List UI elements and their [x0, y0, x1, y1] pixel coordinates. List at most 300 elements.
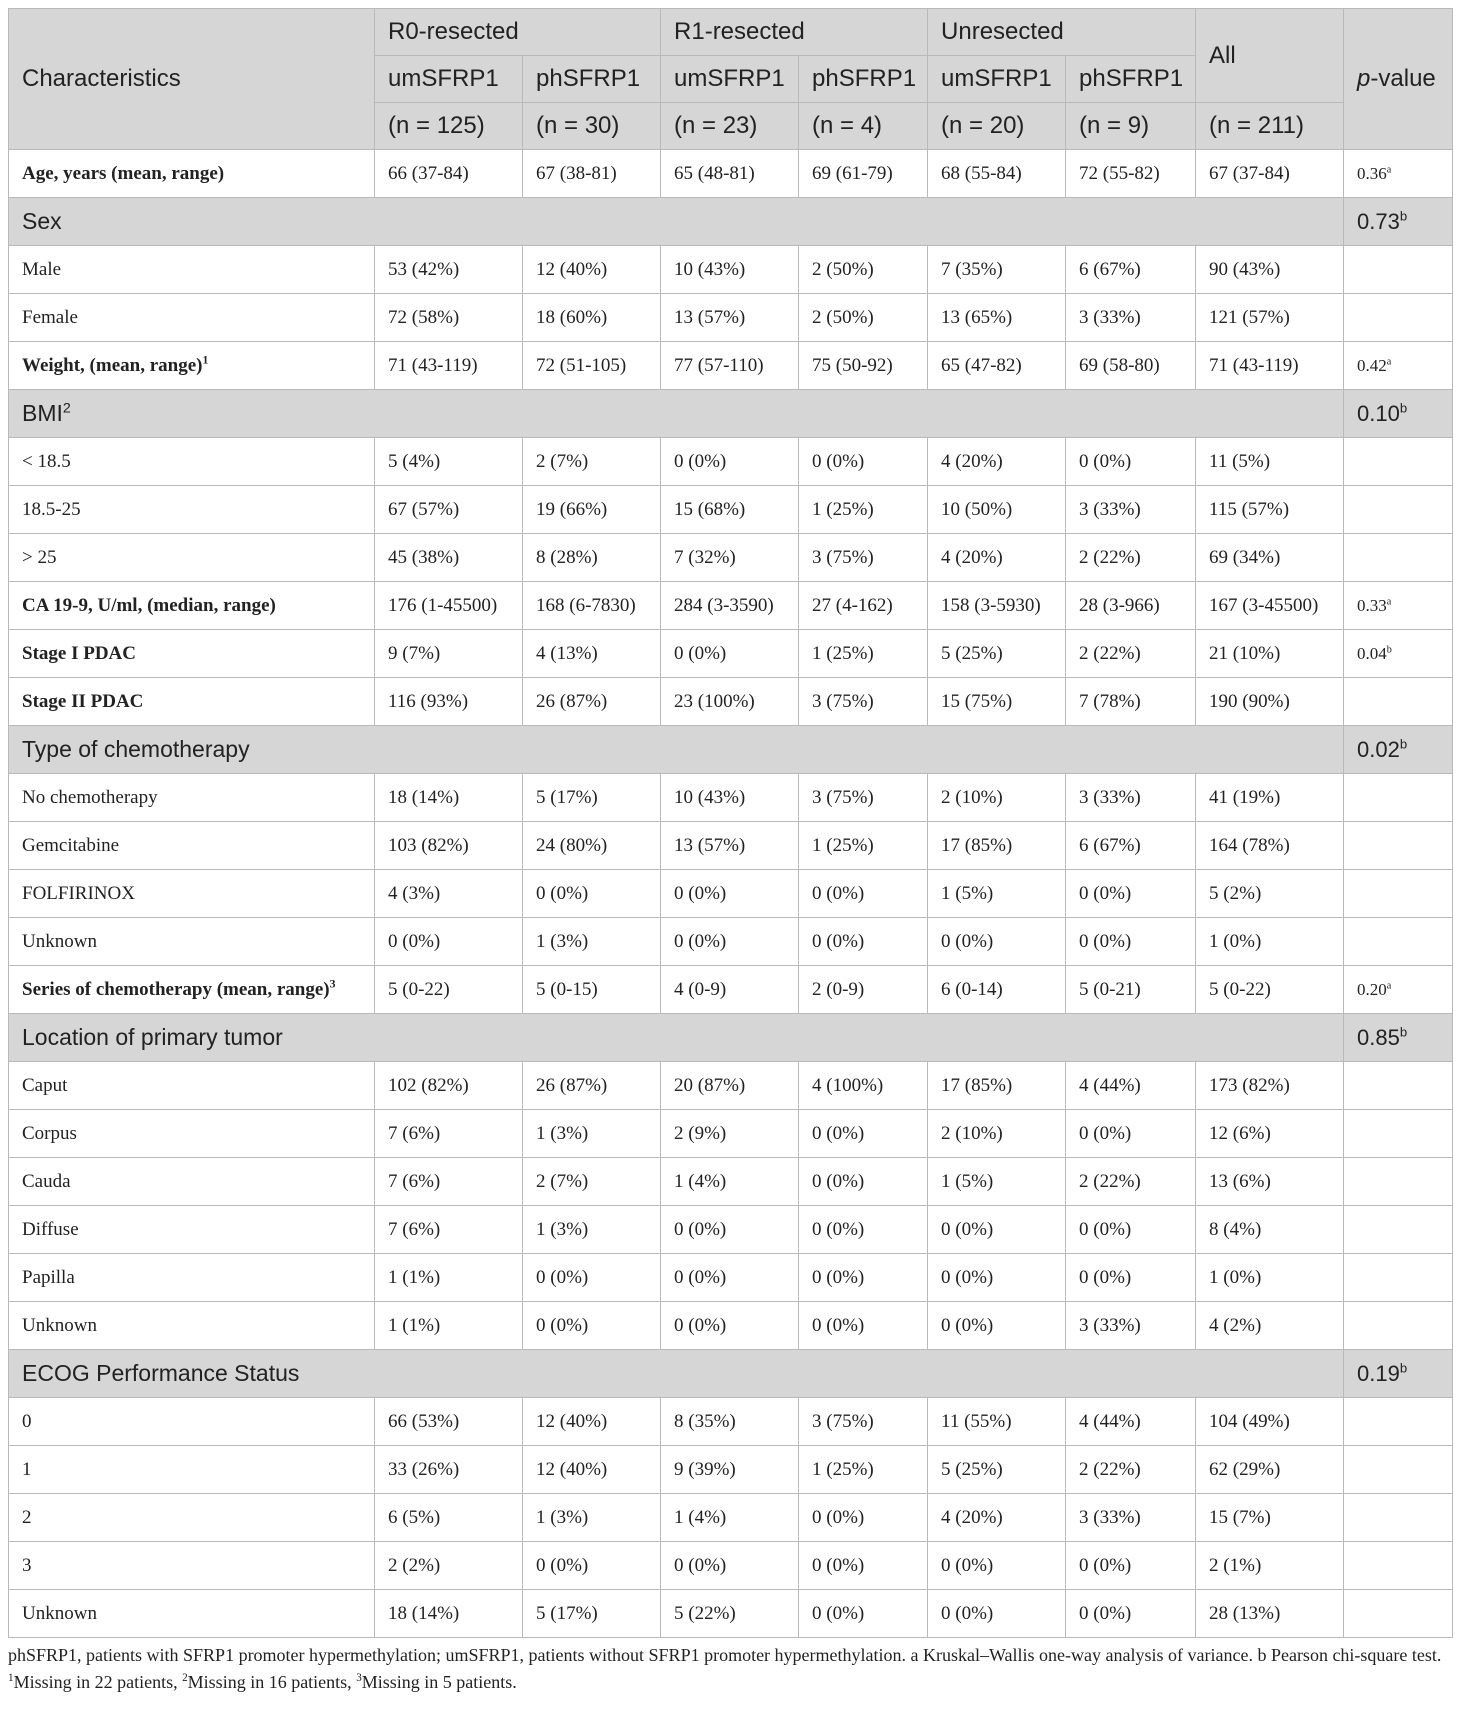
- table-header: [9, 9, 1453, 150]
- value-cell: 1 (0%): [1196, 918, 1344, 966]
- header-n: (n = 23): [661, 103, 799, 150]
- row-label-text: No chemotherapy: [22, 786, 158, 808]
- table-row: [9, 1302, 1453, 1350]
- value-cell: 0 (0%): [1066, 1590, 1196, 1638]
- value-cell: 3 (33%): [1066, 486, 1196, 534]
- value-cell: 53 (42%): [375, 246, 523, 294]
- value-cell: 17 (85%): [928, 1062, 1066, 1110]
- header-n: (n = 125): [375, 103, 523, 150]
- value-cell: 6 (67%): [1066, 246, 1196, 294]
- table-row: [9, 918, 1453, 966]
- value-cell: 0 (0%): [1066, 1542, 1196, 1590]
- label-footnote-marker: 3: [329, 977, 336, 991]
- value-cell: 15 (75%): [928, 678, 1066, 726]
- value-cell: 11 (5%): [1196, 438, 1344, 486]
- table-row: [9, 630, 1453, 678]
- value-cell: 11 (55%): [928, 1398, 1066, 1446]
- p-value-test-marker: b: [1399, 736, 1408, 752]
- row-label: [9, 1158, 375, 1206]
- value-cell: 190 (90%): [1196, 678, 1344, 726]
- header-n: (n = 4): [799, 103, 928, 150]
- value-cell: 2 (50%): [799, 246, 928, 294]
- footnote-sup: 2: [182, 1672, 188, 1684]
- value-cell: 0 (0%): [799, 870, 928, 918]
- p-value-cell: [1344, 294, 1453, 342]
- p-value-cell: [1344, 1542, 1453, 1590]
- p-value-cell: [1344, 390, 1453, 438]
- row-label-text: Unknown: [22, 1602, 97, 1624]
- row-label-text: FOLFIRINOX: [22, 882, 135, 904]
- value-cell: 9 (39%): [661, 1446, 799, 1494]
- value-cell: 3 (75%): [799, 678, 928, 726]
- value-cell: 2 (22%): [1066, 534, 1196, 582]
- value-cell: 21 (10%): [1196, 630, 1344, 678]
- table-row: [9, 1254, 1453, 1302]
- p-value-test-marker: b: [1399, 1360, 1408, 1376]
- value-cell: 10 (43%): [661, 774, 799, 822]
- value-cell: 4 (3%): [375, 870, 523, 918]
- value-cell: 1 (25%): [799, 1446, 928, 1494]
- value-cell: 5 (0-21): [1066, 966, 1196, 1014]
- p-value-cell: [1344, 822, 1453, 870]
- header-subgroup: phSFRP1: [523, 56, 661, 103]
- value-cell: 0 (0%): [1066, 1110, 1196, 1158]
- p-value-cell: [1344, 726, 1453, 774]
- value-cell: 6 (0-14): [928, 966, 1066, 1014]
- value-cell: 0 (0%): [1066, 438, 1196, 486]
- value-cell: 1 (3%): [523, 1110, 661, 1158]
- value-cell: 2 (22%): [1066, 1158, 1196, 1206]
- table-row: [9, 1062, 1453, 1110]
- footnote-text: phSFRP1, patients with SFRP1 promoter hypermethylation; umSFRP1, patients without SFRP1 promoter hypermethylation. a Kruskal–Wallis one-way analysis of variance. b Pearson chi-square test.: [8, 1645, 1442, 1665]
- value-cell: 5 (25%): [928, 630, 1066, 678]
- value-cell: 18 (60%): [523, 294, 661, 342]
- label-footnote-marker: 1: [202, 353, 209, 367]
- p-value-cell: [1344, 1446, 1453, 1494]
- value-cell: 1 (3%): [523, 1206, 661, 1254]
- value-cell: 0 (0%): [1066, 918, 1196, 966]
- row-label: [9, 870, 375, 918]
- row-label-text: 3: [22, 1554, 32, 1576]
- value-cell: 4 (44%): [1066, 1062, 1196, 1110]
- table-row: [9, 486, 1453, 534]
- row-label: [9, 1206, 375, 1254]
- table-row: [9, 1446, 1453, 1494]
- value-cell: 41 (19%): [1196, 774, 1344, 822]
- row-label-text: 0: [22, 1410, 32, 1432]
- p-value-test-marker: b: [1399, 400, 1408, 416]
- value-cell: 1 (25%): [799, 630, 928, 678]
- value-cell: 1 (3%): [523, 1494, 661, 1542]
- value-cell: 72 (55-82): [1066, 150, 1196, 198]
- row-label-text: Unknown: [22, 930, 97, 952]
- value-cell: 1 (25%): [799, 486, 928, 534]
- value-cell: 66 (37-84): [375, 150, 523, 198]
- p-value-cell: [1344, 1014, 1453, 1062]
- row-label: [9, 342, 375, 390]
- value-cell: 69 (34%): [1196, 534, 1344, 582]
- p-value: 0.20: [1357, 979, 1387, 999]
- p-value-cell: [1344, 678, 1453, 726]
- value-cell: 28 (3-966): [1066, 582, 1196, 630]
- row-label: [9, 438, 375, 486]
- value-cell: 3 (33%): [1066, 1302, 1196, 1350]
- p-value-cell: [1344, 1398, 1453, 1446]
- value-cell: 4 (44%): [1066, 1398, 1196, 1446]
- value-cell: 0 (0%): [799, 918, 928, 966]
- table-footnote: [8, 1642, 1452, 1696]
- p-value-cell: [1344, 870, 1453, 918]
- p-value-test-marker: b: [1399, 208, 1408, 224]
- p-value-test-marker: a: [1386, 595, 1392, 607]
- label-footnote-marker: 2: [62, 400, 71, 417]
- p-value-cell: [1344, 438, 1453, 486]
- row-label-text: Stage II PDAC: [22, 690, 144, 712]
- value-cell: 0 (0%): [799, 1110, 928, 1158]
- row-label: [9, 534, 375, 582]
- value-cell: 69 (61-79): [799, 150, 928, 198]
- value-cell: 0 (0%): [661, 870, 799, 918]
- row-label-text: Female: [22, 306, 78, 328]
- value-cell: 0 (0%): [661, 1206, 799, 1254]
- p-value-cell: [1344, 1110, 1453, 1158]
- value-cell: 173 (82%): [1196, 1062, 1344, 1110]
- value-cell: 1 (1%): [375, 1254, 523, 1302]
- value-cell: 75 (50-92): [799, 342, 928, 390]
- value-cell: 6 (67%): [1066, 822, 1196, 870]
- header-subgroup: phSFRP1: [1066, 56, 1196, 103]
- value-cell: 26 (87%): [523, 1062, 661, 1110]
- p-value: 0.36: [1357, 163, 1387, 183]
- section-label: [9, 390, 1344, 438]
- table-row: [9, 1542, 1453, 1590]
- section-label-text: Sex: [22, 208, 62, 234]
- value-cell: 72 (58%): [375, 294, 523, 342]
- value-cell: 4 (20%): [928, 438, 1066, 486]
- value-cell: 115 (57%): [1196, 486, 1344, 534]
- row-label: [9, 822, 375, 870]
- value-cell: 67 (38-81): [523, 150, 661, 198]
- p-value-cell: [1344, 1494, 1453, 1542]
- value-cell: 0 (0%): [661, 1302, 799, 1350]
- value-cell: 0 (0%): [523, 1254, 661, 1302]
- p-value-cell: [1344, 1206, 1453, 1254]
- value-cell: 0 (0%): [523, 870, 661, 918]
- value-cell: 2 (9%): [661, 1110, 799, 1158]
- row-label: [9, 678, 375, 726]
- p-value-cell: [1344, 1158, 1453, 1206]
- p-value: 0.73: [1357, 208, 1400, 234]
- value-cell: 26 (87%): [523, 678, 661, 726]
- header-n: (n = 20): [928, 103, 1066, 150]
- row-label: [9, 294, 375, 342]
- value-cell: 2 (1%): [1196, 1542, 1344, 1590]
- header-subgroup: umSFRP1: [661, 56, 799, 103]
- value-cell: 116 (93%): [375, 678, 523, 726]
- p-value-cell: [1344, 918, 1453, 966]
- value-cell: 1 (1%): [375, 1302, 523, 1350]
- value-cell: 1 (4%): [661, 1494, 799, 1542]
- table-row: [9, 294, 1453, 342]
- value-cell: 2 (50%): [799, 294, 928, 342]
- value-cell: 7 (6%): [375, 1158, 523, 1206]
- value-cell: 5 (4%): [375, 438, 523, 486]
- header-pvalue: [1344, 9, 1453, 150]
- header-subgroup: umSFRP1: [375, 56, 523, 103]
- value-cell: 121 (57%): [1196, 294, 1344, 342]
- footnote-missing-text: Missing in 5 patients.: [361, 1672, 517, 1692]
- section-row: [9, 726, 1453, 774]
- header-pvalue-p: p: [1357, 65, 1371, 92]
- value-cell: 5 (17%): [523, 1590, 661, 1638]
- value-cell: 0 (0%): [928, 918, 1066, 966]
- value-cell: 10 (50%): [928, 486, 1066, 534]
- value-cell: 67 (57%): [375, 486, 523, 534]
- value-cell: 23 (100%): [661, 678, 799, 726]
- table-row: [9, 150, 1453, 198]
- value-cell: 15 (7%): [1196, 1494, 1344, 1542]
- value-cell: 8 (4%): [1196, 1206, 1344, 1254]
- value-cell: 1 (5%): [928, 870, 1066, 918]
- table-row: [9, 1158, 1453, 1206]
- p-value-test-marker: a: [1386, 163, 1392, 175]
- value-cell: 2 (0-9): [799, 966, 928, 1014]
- row-label-text: CA 19-9, U/ml, (median, range): [22, 594, 276, 616]
- value-cell: 3 (75%): [799, 534, 928, 582]
- section-label-text: BMI: [22, 400, 63, 426]
- p-value-cell: [1344, 966, 1453, 1014]
- value-cell: 284 (3-3590): [661, 582, 799, 630]
- value-cell: 18 (14%): [375, 1590, 523, 1638]
- table-row: [9, 966, 1453, 1014]
- table-row: [9, 342, 1453, 390]
- p-value-cell: [1344, 1254, 1453, 1302]
- value-cell: 5 (0-22): [1196, 966, 1344, 1014]
- value-cell: 0 (0%): [928, 1590, 1066, 1638]
- table-row: [9, 1494, 1453, 1542]
- value-cell: 2 (7%): [523, 1158, 661, 1206]
- row-label-text: 18.5-25: [22, 498, 81, 520]
- characteristics-table: [8, 8, 1453, 1638]
- value-cell: 2 (10%): [928, 774, 1066, 822]
- value-cell: 1 (5%): [928, 1158, 1066, 1206]
- row-label: [9, 966, 375, 1014]
- value-cell: 5 (22%): [661, 1590, 799, 1638]
- value-cell: 0 (0%): [799, 1590, 928, 1638]
- footnote-sup: 3: [356, 1672, 362, 1684]
- p-value-cell: [1344, 582, 1453, 630]
- value-cell: 7 (6%): [375, 1206, 523, 1254]
- p-value: 0.19: [1357, 1360, 1400, 1386]
- row-label: [9, 150, 375, 198]
- value-cell: 62 (29%): [1196, 1446, 1344, 1494]
- p-value: 0.42: [1357, 355, 1387, 375]
- value-cell: 3 (33%): [1066, 774, 1196, 822]
- value-cell: 5 (0-22): [375, 966, 523, 1014]
- section-label-text: ECOG Performance Status: [22, 1360, 300, 1386]
- value-cell: 4 (20%): [928, 534, 1066, 582]
- table-wrapper: [8, 8, 1452, 1696]
- value-cell: 10 (43%): [661, 246, 799, 294]
- value-cell: 13 (65%): [928, 294, 1066, 342]
- row-label-text: Weight, (mean, range): [22, 354, 203, 376]
- value-cell: 71 (43-119): [375, 342, 523, 390]
- p-value: 0.85: [1357, 1024, 1400, 1050]
- value-cell: 13 (57%): [661, 294, 799, 342]
- value-cell: 0 (0%): [523, 1542, 661, 1590]
- value-cell: 71 (43-119): [1196, 342, 1344, 390]
- row-label: [9, 630, 375, 678]
- row-label-text: Papilla: [22, 1266, 75, 1288]
- row-label-text: > 25: [22, 546, 57, 568]
- header-characteristics: Characteristics: [9, 9, 375, 150]
- value-cell: 4 (2%): [1196, 1302, 1344, 1350]
- row-label: [9, 918, 375, 966]
- value-cell: 17 (85%): [928, 822, 1066, 870]
- value-cell: 3 (33%): [1066, 294, 1196, 342]
- row-label-text: 2: [22, 1506, 32, 1528]
- value-cell: 0 (0%): [661, 630, 799, 678]
- header-pvalue-rest: -value: [1370, 65, 1436, 92]
- row-label: [9, 774, 375, 822]
- value-cell: 3 (33%): [1066, 1494, 1196, 1542]
- table-row: [9, 678, 1453, 726]
- value-cell: 33 (26%): [375, 1446, 523, 1494]
- value-cell: 24 (80%): [523, 822, 661, 870]
- row-label: [9, 1446, 375, 1494]
- footnote-missing-text: Missing in 16 patients,: [187, 1672, 357, 1692]
- value-cell: 0 (0%): [661, 438, 799, 486]
- value-cell: 2 (2%): [375, 1542, 523, 1590]
- p-value-cell: [1344, 774, 1453, 822]
- row-label: [9, 1398, 375, 1446]
- value-cell: 3 (75%): [799, 774, 928, 822]
- value-cell: 90 (43%): [1196, 246, 1344, 294]
- value-cell: 2 (10%): [928, 1110, 1066, 1158]
- row-label-text: < 18.5: [22, 450, 71, 472]
- value-cell: 65 (48-81): [661, 150, 799, 198]
- row-label: [9, 1302, 375, 1350]
- p-value-cell: [1344, 1350, 1453, 1398]
- section-label-text: Location of primary tumor: [22, 1024, 283, 1050]
- value-cell: 168 (6-7830): [523, 582, 661, 630]
- row-label-text: Series of chemotherapy (mean, range): [22, 978, 330, 1000]
- table-row: [9, 1590, 1453, 1638]
- section-row: [9, 390, 1453, 438]
- value-cell: 69 (58-80): [1066, 342, 1196, 390]
- p-value-cell: [1344, 1062, 1453, 1110]
- value-cell: 0 (0%): [928, 1302, 1066, 1350]
- value-cell: 0 (0%): [661, 918, 799, 966]
- p-value: 0.33: [1357, 595, 1387, 615]
- p-value-cell: [1344, 1590, 1453, 1638]
- value-cell: 1 (0%): [1196, 1254, 1344, 1302]
- row-label: [9, 1494, 375, 1542]
- row-label-text: Diffuse: [22, 1218, 79, 1240]
- section-label: [9, 1014, 1344, 1062]
- value-cell: 4 (13%): [523, 630, 661, 678]
- section-label: [9, 1350, 1344, 1398]
- table-row: [9, 582, 1453, 630]
- row-label-text: Unknown: [22, 1314, 97, 1336]
- row-label: [9, 1590, 375, 1638]
- table-row: [9, 774, 1453, 822]
- section-row: [9, 1350, 1453, 1398]
- value-cell: 0 (0%): [799, 1206, 928, 1254]
- value-cell: 8 (35%): [661, 1398, 799, 1446]
- row-label-text: 1: [22, 1458, 32, 1480]
- table-row: [9, 246, 1453, 294]
- table-row: [9, 1110, 1453, 1158]
- value-cell: 8 (28%): [523, 534, 661, 582]
- header-group-r1: R1-resected: [661, 9, 928, 56]
- value-cell: 2 (7%): [523, 438, 661, 486]
- p-value-test-marker: b: [1386, 643, 1392, 655]
- value-cell: 7 (6%): [375, 1110, 523, 1158]
- value-cell: 0 (0%): [799, 1302, 928, 1350]
- section-label-text: Type of chemotherapy: [22, 736, 250, 762]
- p-value-cell: [1344, 198, 1453, 246]
- value-cell: 68 (55-84): [928, 150, 1066, 198]
- header-group-unresected: Unresected: [928, 9, 1196, 56]
- p-value-cell: [1344, 150, 1453, 198]
- value-cell: 0 (0%): [1066, 1254, 1196, 1302]
- value-cell: 0 (0%): [661, 1254, 799, 1302]
- p-value-test-marker: a: [1386, 355, 1392, 367]
- footnote-sup: 1: [8, 1672, 14, 1684]
- value-cell: 15 (68%): [661, 486, 799, 534]
- value-cell: 158 (3-5930): [928, 582, 1066, 630]
- value-cell: 0 (0%): [1066, 870, 1196, 918]
- row-label: [9, 1542, 375, 1590]
- header-all: All: [1196, 9, 1344, 103]
- row-label: [9, 1110, 375, 1158]
- table-row: [9, 1398, 1453, 1446]
- value-cell: 103 (82%): [375, 822, 523, 870]
- row-label: [9, 486, 375, 534]
- p-value-cell: [1344, 630, 1453, 678]
- value-cell: 7 (32%): [661, 534, 799, 582]
- row-label: [9, 582, 375, 630]
- row-label: [9, 1254, 375, 1302]
- value-cell: 13 (6%): [1196, 1158, 1344, 1206]
- value-cell: 27 (4-162): [799, 582, 928, 630]
- value-cell: 0 (0%): [928, 1542, 1066, 1590]
- value-cell: 5 (2%): [1196, 870, 1344, 918]
- value-cell: 9 (7%): [375, 630, 523, 678]
- value-cell: 18 (14%): [375, 774, 523, 822]
- p-value-cell: [1344, 246, 1453, 294]
- value-cell: 0 (0%): [928, 1254, 1066, 1302]
- p-value-cell: [1344, 342, 1453, 390]
- value-cell: 0 (0%): [523, 1302, 661, 1350]
- value-cell: 4 (20%): [928, 1494, 1066, 1542]
- value-cell: 20 (87%): [661, 1062, 799, 1110]
- table-body: [9, 150, 1453, 1638]
- section-label: [9, 726, 1344, 774]
- row-label-text: Age, years (mean, range): [22, 162, 225, 184]
- value-cell: 19 (66%): [523, 486, 661, 534]
- value-cell: 4 (100%): [799, 1062, 928, 1110]
- row-label-text: Male: [22, 258, 62, 280]
- value-cell: 77 (57-110): [661, 342, 799, 390]
- p-value: 0.04: [1357, 643, 1387, 663]
- value-cell: 45 (38%): [375, 534, 523, 582]
- value-cell: 5 (25%): [928, 1446, 1066, 1494]
- value-cell: 12 (40%): [523, 1398, 661, 1446]
- value-cell: 102 (82%): [375, 1062, 523, 1110]
- value-cell: 3 (75%): [799, 1398, 928, 1446]
